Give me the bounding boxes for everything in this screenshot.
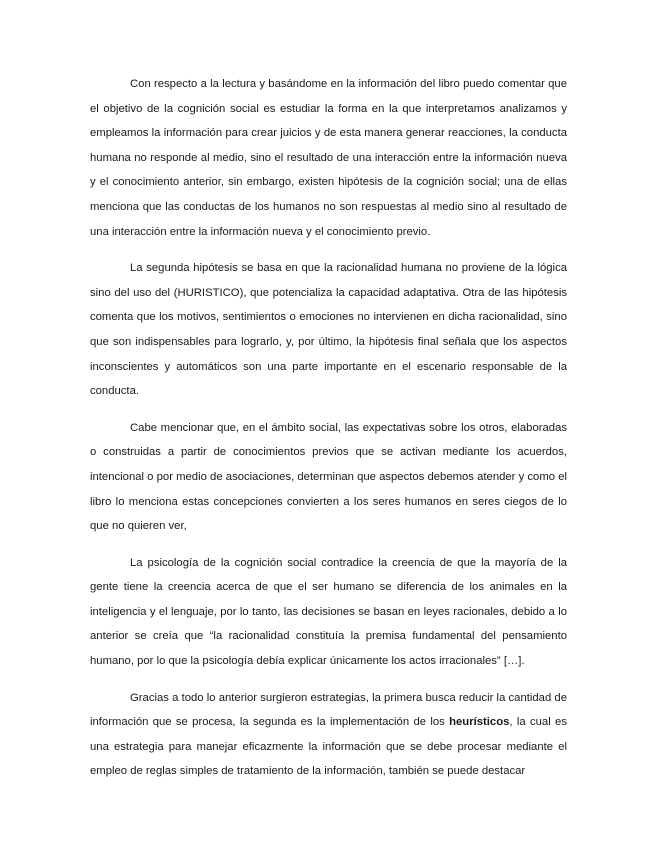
paragraph-1: Con respecto a la lectura y basándome en la información del libro puedo comentar que el objetivo de la cognición social es estudiar la forma en la que interpretamos analizamos y empleamos la información para crear juicios y de esta manera generar reacciones, la conducta humana no responde al medio, sino el resultado de una interacción entre la información nueva y el conocimiento anterior, sin embargo, existen hipótesis de la cognición social; una de ellas menciona que las conductas de los humanos no son respuestas al medio sino al resultado de una interacción entre la información nueva y el conocimiento previo. (90, 78, 567, 238)
paragraph-3: Cabe mencionar que, en el ámbito social, las expectativas sobre los otros, elaboradas o construidas a partir de conocimientos previos que se activan mediante los acuerdos, intencional o por medio de asociaciones, determinan que aspectos debemos atender y como el libro lo menciona estas concepciones convierten a los seres humanos en seres ciegos de lo que no quieren ver, (90, 421, 567, 533)
document-body (90, 72, 567, 796)
heuristicos-bold-term: heurísticos (449, 716, 510, 729)
paragraph-2: La segunda hipótesis se basa en que la racionalidad humana no proviene de la lógica sino del uso del (HURISTICO), que potencializa la capacidad adaptativa. Otra de las hipótesis comenta que los motivos, sentimientos o emociones no intervienen en dicha racionalidad, sino que son indispensables para lograrlo, y, por último, la hipótesis final señala que los aspectos inconscientes y automáticos son una parte importante en el escenario responsable de la conducta. (90, 262, 567, 398)
paragraph-4: La psicología de la cognición social contradice la creencia de que la mayoría de la gente tiene la creencia acerca de que el ser humano se diferencia de los animales en la inteligencia y el lenguaje, por lo tanto, las decisiones se basan en leyes racionales, debido a lo anterior se creía que “la racionalidad constituía la premisa fundamental del pensamiento humano, por lo que la psicología debía explicar únicamente los actos irracionales” […]. (90, 556, 567, 668)
paragraph-5-text-start: Gracias a todo lo anterior surgieron estrategias, la primera busca reducir la cantidad de información que se procesa, la segunda es la implementación de los (90, 691, 567, 729)
paragraph-5 (90, 686, 567, 784)
paragraph-5-text-end: , la cual es una estrategia para manejar eficazmente la información que se debe procesar mediante el empleo de reglas simples de tratamiento de la información, también se puede destacar (90, 716, 567, 778)
